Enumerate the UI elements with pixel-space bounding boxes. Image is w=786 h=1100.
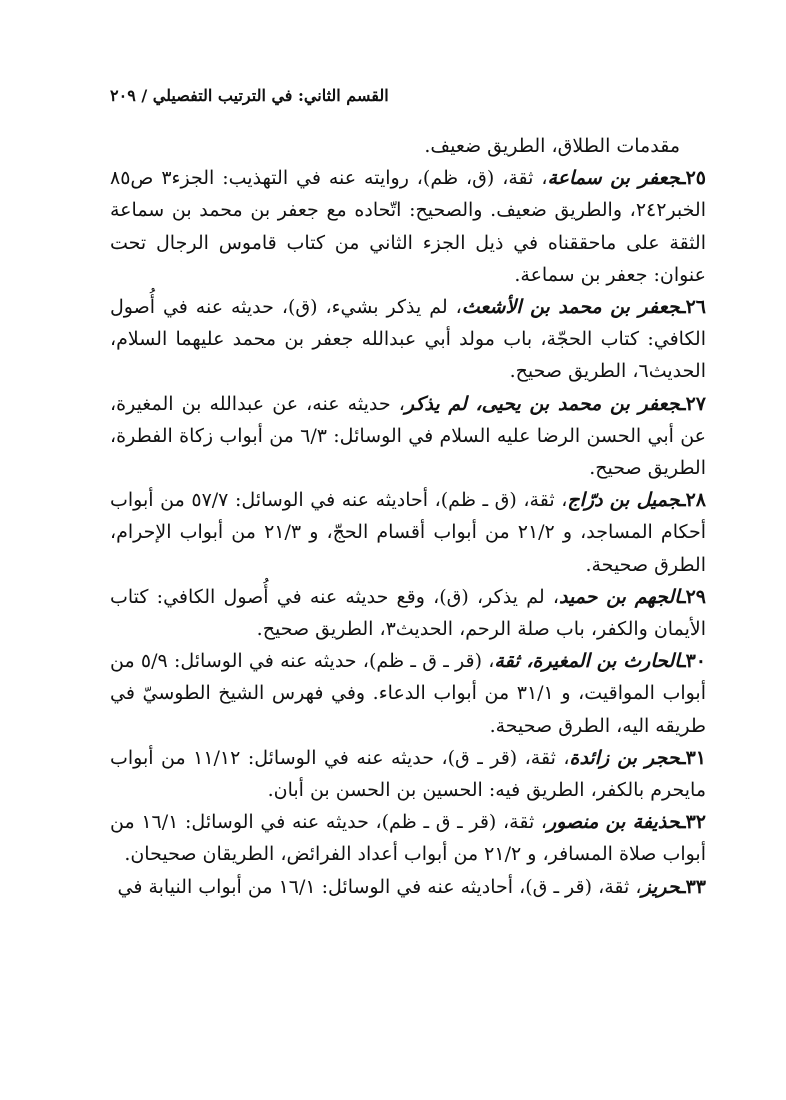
entry-number: ٣١ـ (680, 746, 706, 769)
narrator-name: حجر بن زائدة (569, 746, 680, 769)
entry-31 (110, 742, 706, 806)
entry-text: ، ثقة، (ق ـ ظم)، أحاديثه عنه في الوسائل: ٥٧/٧ من أبواب أحكام المساجد، و ٢١/٢ من أبواب أقسام الحجّ، و ٢١/٣ من أبواب الإحرام، الطرق صحيحة. (110, 489, 706, 576)
entry-text: ، ثقة، (قر ـ ق)، حديثه عنه في الوسائل: ١١/١٢ من أبواب مايحرم بالكفر، الطريق فيه: الحسين بن الحسن بن أبان. (110, 746, 706, 802)
entry-number: ٢٥ـ (680, 167, 706, 190)
entry-28 (110, 484, 706, 581)
entry-text: ، لم يذكر بشيء، (ق)، حديثه عنه في أُصول الكافي: كتاب الحجّة، باب مولد أبي عبدالله جعفر بن محمد عليهما السلام، الحديث٦، الطريق صحيح. (110, 296, 707, 383)
running-header: القسم الثاني: في الترتيب التفصيلي / ٢٠٩ (110, 86, 389, 105)
entry-number: ٢٧ـ (680, 392, 706, 415)
entry-text: ، (قر ـ ق ـ ظم)، حديثه عنه في الوسائل: ٥/٩ من أبواب المواقيت، و ٣١/١ من أبواب الدعاء. وفي فهرس الشيخ الطوسيّ في طريقه اليه، الطرق صحيحة. (110, 650, 706, 737)
entry-number: ٢٨ـ (679, 489, 706, 512)
entry-number: ٣٣ـ (680, 875, 706, 898)
entry-number: ٢٦ـ (680, 296, 706, 319)
entry-30 (110, 645, 706, 742)
narrator-name: جعفر بن محمد بن الأشعث (461, 296, 680, 319)
narrator-name: جعفر بن محمد بن يحيى، لم يذكر (404, 392, 680, 415)
page-body (110, 130, 707, 903)
entry-number: ٢٩ـ (680, 585, 706, 608)
entry-text: ، ثقة، (قر ـ ق ـ ظم)، حديثه عنه في الوسائل: ١٦/١ من أبواب صلاة المسافر، و ٢١/٢ من أبواب أعداد الفرائض، الطريقان صحيحان. (110, 811, 706, 866)
entry-number: ٣٢ـ (680, 811, 706, 834)
entry-text: ، ثقة، (قر ـ ق)، أحاديثه عنه في الوسائل: ١٦/١ من أبواب النيابة في (117, 875, 642, 898)
entry-number: ٣٠ـ (680, 650, 706, 673)
entry-32 (110, 806, 706, 870)
narrator-name: الجهم بن حميد (558, 585, 680, 608)
intro-line: مقدمات الطلاق، الطريق ضعيف. (424, 135, 680, 157)
entry-text: ، ثقة، (ق، ظم)، روايته عنه في التهذيب: الجزء٣ ص٨٥ الخبر٢٤٢، والطريق ضعيف. والصحيح: اتّحاده مع جعفر بن محمد بن سماعة الثقة على ماحققناه في ذيل الجزء الثاني من كتاب قاموس الرجال تحت عنوان: جعفر بن سماعة. (110, 167, 706, 286)
narrator-name: حريز (641, 875, 680, 898)
narrator-name: الحارث بن المغيرة، ثقة (494, 650, 680, 673)
entry-29 (110, 581, 706, 645)
entry-25 (110, 162, 706, 291)
entry-text: ، حديثه عنه، عن عبدالله بن المغيرة، عن أبي الحسن الرضا عليه السلام في الوسائل: ٦/٣ من أبواب زكاة الفطرة، الطريق صحيح. (110, 392, 706, 480)
narrator-name: جميل بن درّاج (567, 489, 680, 512)
entry-27 (110, 388, 706, 485)
entry-text: ، لم يذكر، (ق)، وقع حديثه عنه في أُصول الكافي: كتاب الأيمان والكفر، باب صلة الرحم، الحديث٣، الطريق صحيح. (110, 585, 706, 641)
entry-26 (110, 291, 706, 388)
entry-33 (110, 871, 706, 903)
narrator-name: حذيفة بن منصور (547, 811, 680, 834)
narrator-name: جعفر بن سماعة (547, 167, 680, 190)
